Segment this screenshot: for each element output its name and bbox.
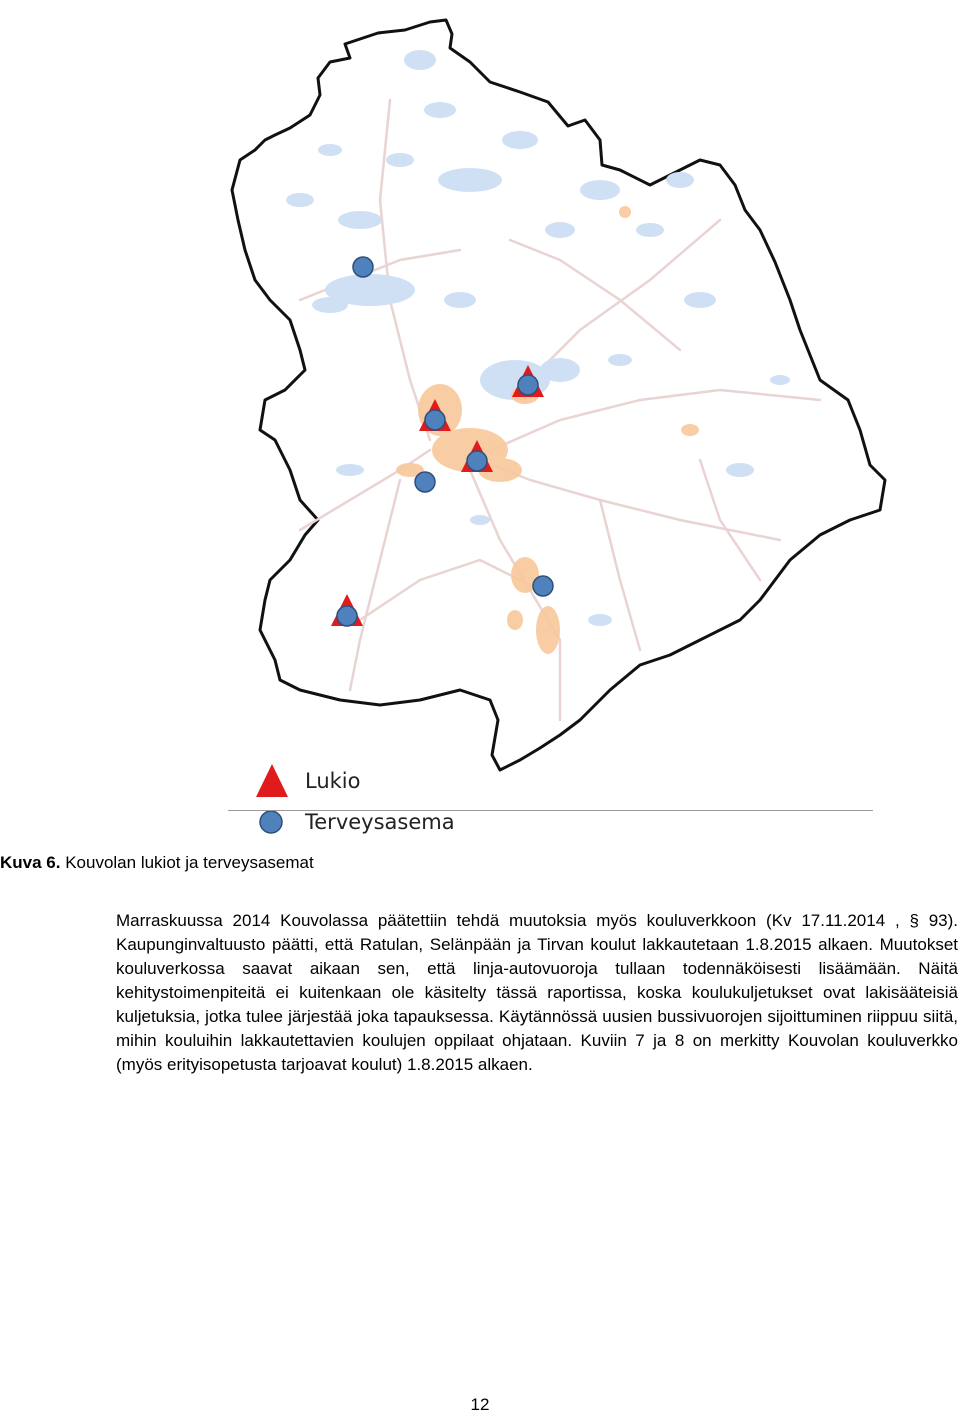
caption-label: Kuva 6.: [0, 853, 61, 872]
terveysasema-marker: [533, 576, 553, 596]
terveysasema-marker: [415, 472, 435, 492]
body-text: [116, 909, 958, 1077]
terveysasema-marker: [425, 410, 445, 430]
legend-terveysasema-label: Terveysasema: [305, 810, 455, 834]
legend-terveysasema-symbol: [260, 811, 282, 833]
terveysasema-marker: [337, 606, 357, 626]
legend-lukio-label: Lukio: [305, 769, 361, 793]
municipality-boundary: [232, 20, 885, 770]
terveysasema-marker: [353, 257, 373, 277]
legend-lukio-symbol: [256, 764, 288, 797]
terveysasema-marker: [467, 451, 487, 471]
figure-caption: [0, 853, 314, 873]
terveysasema-marker: [518, 375, 538, 395]
caption-text: Kouvolan lukiot ja terveysasemat: [60, 853, 314, 872]
body-paragraph: Marraskuussa 2014 Kouvolassa päätettiin tehdä muutoksia myös kouluverkkoon (Kv 17.11.2014 , § 93). Kaupunginvaltuusto päätti, että Ratulan, Selänpään ja Tirvan koulut lakkautetaan 1.8.2015 alkaen. Muutokset kouluverkossa saavat aikaan sen, että linja-autovuoroja tullaan todennäköisesti lisäämään. Näitä kehitystoimenpiteitä ei kuitenkaan ole käsitelty tässä raportissa, koska koulukuljetukset ovat lakisääteisiä kuljetuksia, jotka tulee järjestää joka tapauksessa. Käytännössä uusien bussivuorojen sijoittuminen riippuu siitä, mihin kouluihin lakkautettavien koulujen oppilaat ohjataan. Kuviin 7 ja 8 on merkitty Kouvolan kouluverkko (myös erityisopetusta tarjoavat koulut) 1.8.2015 alkaen.: [116, 911, 958, 1074]
kouvola-map: [220, 0, 900, 850]
page-number: 12: [470, 1395, 490, 1414]
